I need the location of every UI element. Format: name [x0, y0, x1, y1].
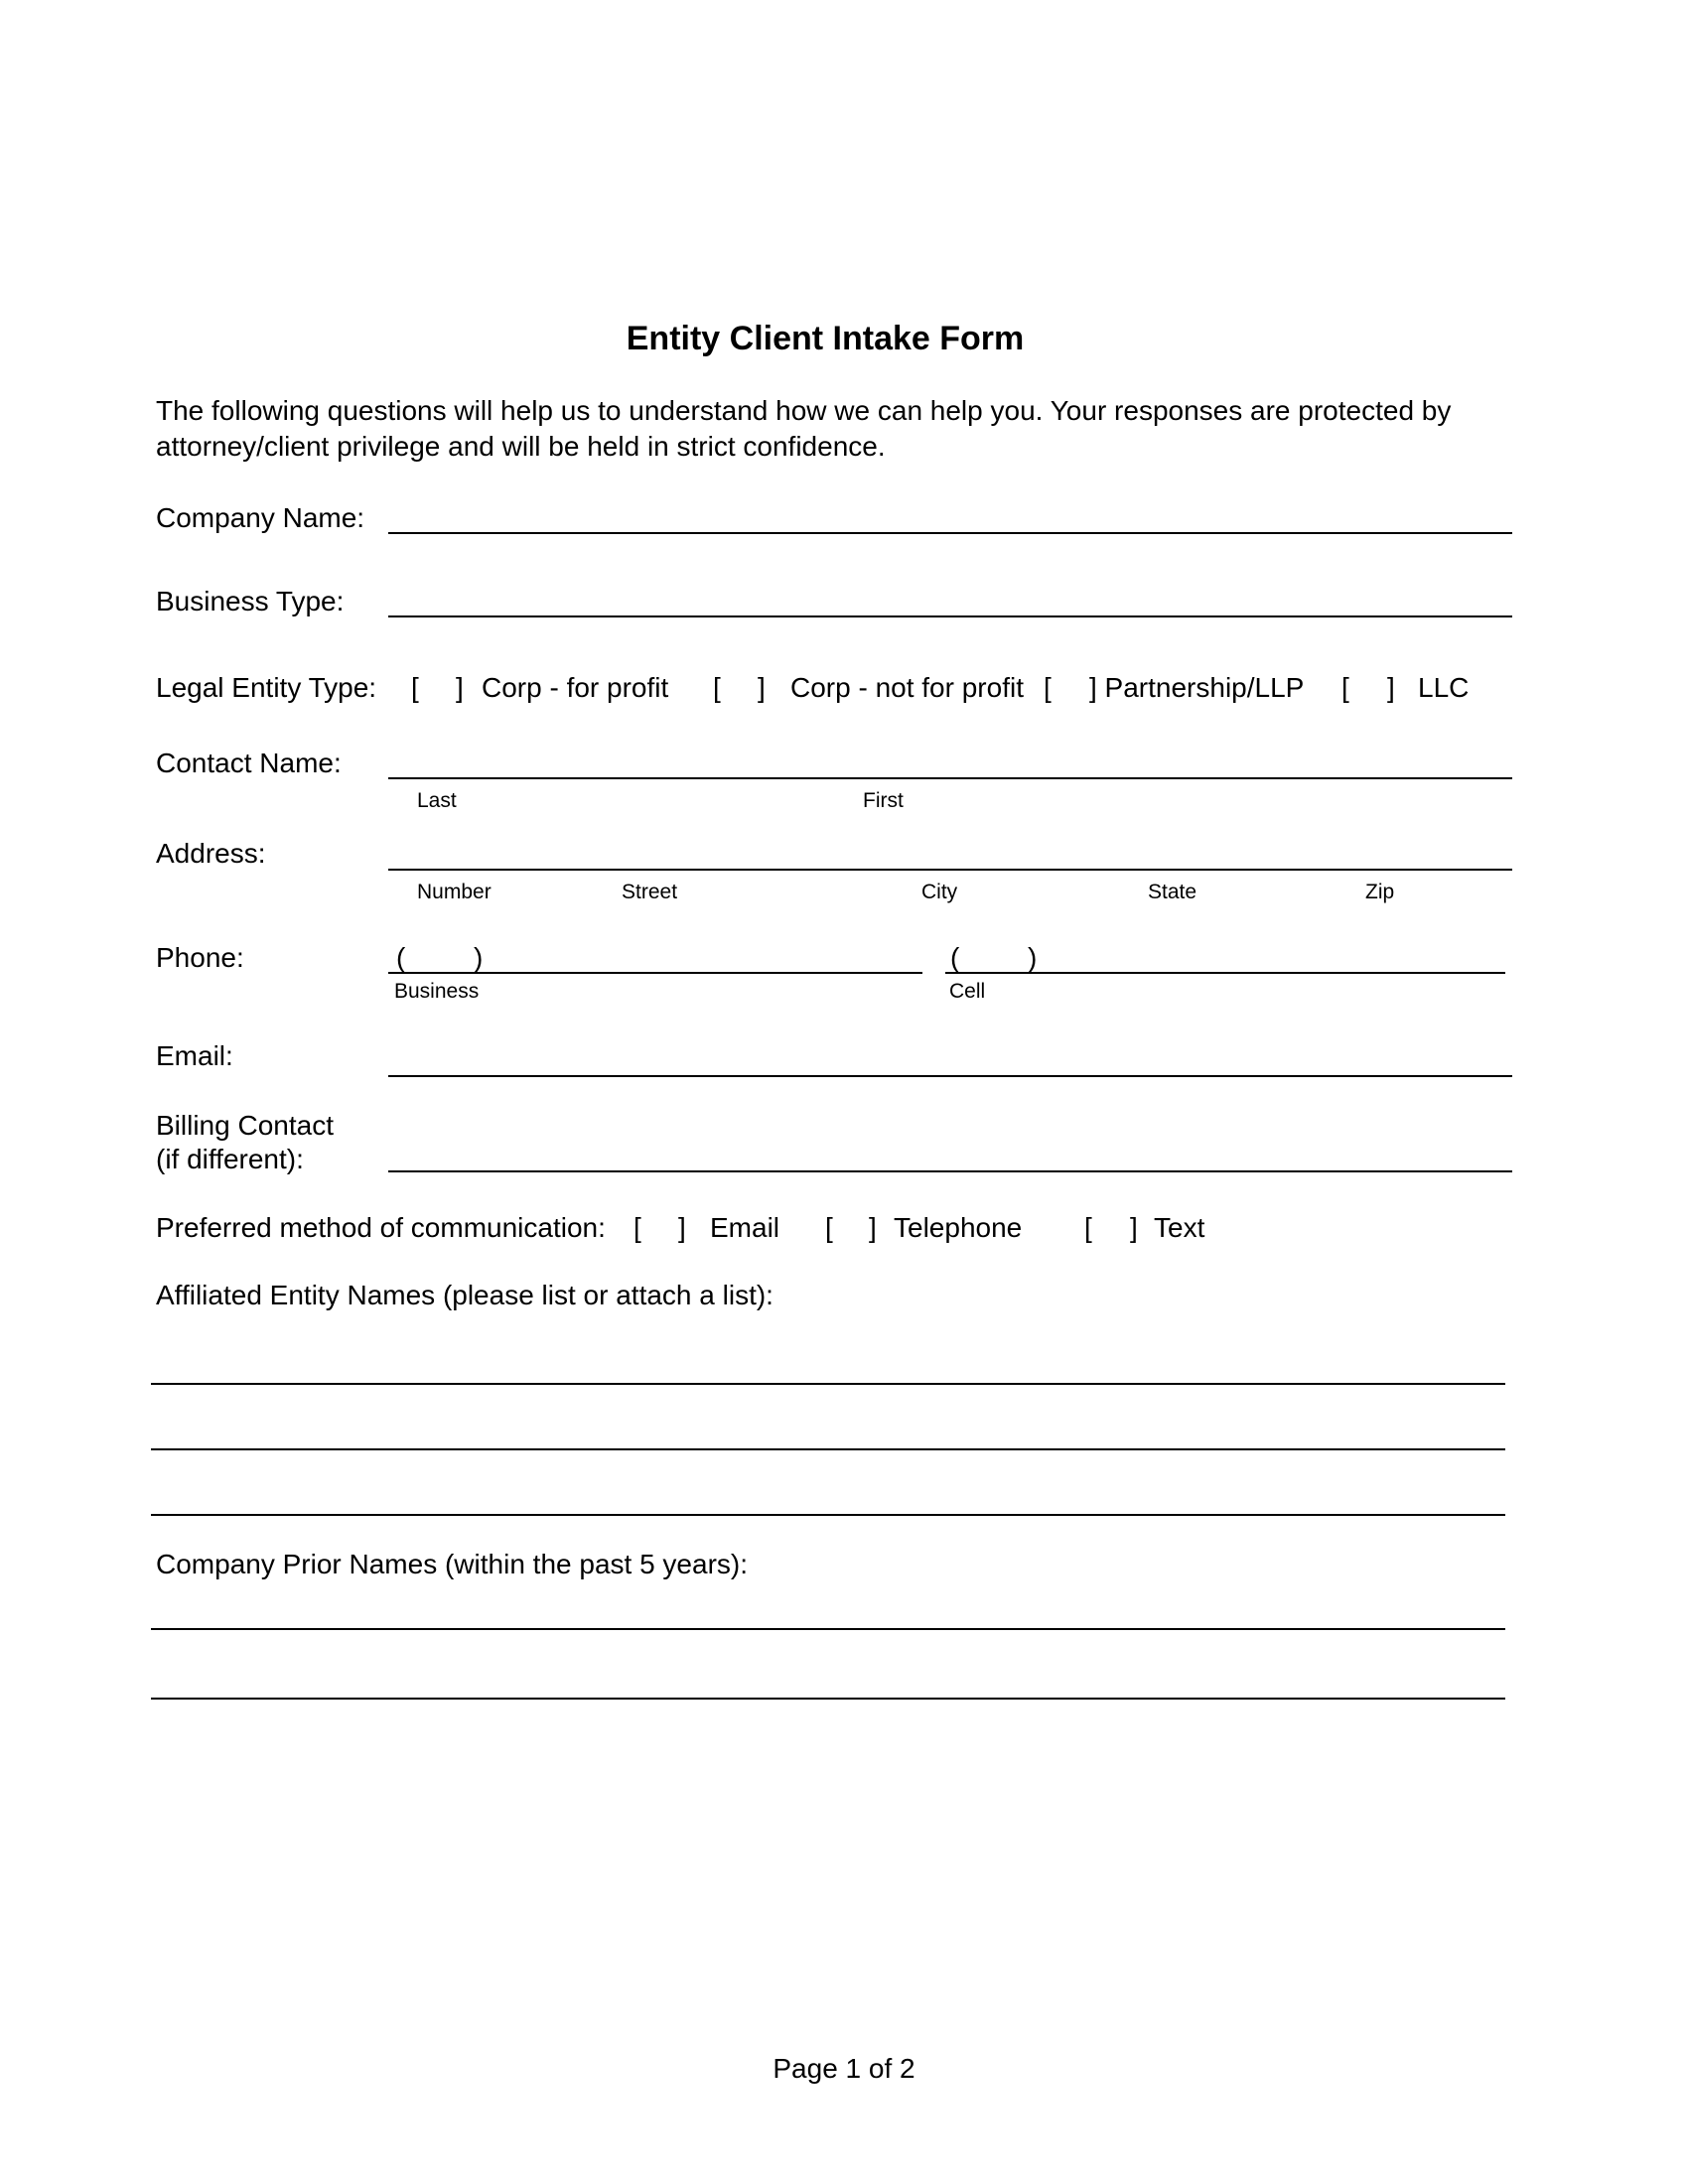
bracket-open: [: [713, 672, 721, 703]
option-text: Text: [1154, 1212, 1205, 1243]
billing-contact-label-line2: (if different):: [156, 1144, 304, 1174]
bracket-open: [: [1341, 672, 1349, 703]
option-email: Email: [710, 1212, 780, 1243]
cell-phone-sublabel: Cell: [949, 980, 986, 1003]
address-field[interactable]: [388, 869, 1512, 871]
preferred-method-label: Preferred method of communication:: [156, 1212, 606, 1243]
checkbox-corp-for-profit-close[interactable]: [456, 674, 464, 702]
bracket-open: [: [411, 672, 419, 703]
business-type-field[interactable]: [388, 615, 1512, 617]
bracket-open: [: [825, 1212, 833, 1243]
affiliated-entity-line-3[interactable]: [151, 1514, 1505, 1516]
option-corp-for-profit: Corp - for profit: [482, 672, 669, 703]
contact-sublabel-first: First: [863, 789, 904, 812]
company-name-label: Company Name:: [156, 502, 365, 533]
affiliated-entities-label: Affiliated Entity Names (please list or attach a list):: [156, 1280, 774, 1310]
intro-line-1: The following questions will help us to understand how we can help you. Your responses are protected by: [156, 395, 1452, 426]
option-partnership: ] Partnership/LLP: [1089, 672, 1305, 703]
cell-phone-area-open: (: [950, 942, 960, 973]
cell-phone-area-close: ): [1028, 942, 1038, 973]
address-sublabel-zip: Zip: [1365, 881, 1395, 903]
address-label: Address:: [156, 838, 266, 869]
prior-name-line-2[interactable]: [151, 1698, 1505, 1700]
intro-text: [156, 393, 1451, 465]
bracket-close: ]: [678, 1212, 686, 1243]
checkbox-partnership[interactable]: [1044, 674, 1052, 702]
address-sublabel-street: Street: [622, 881, 678, 903]
contact-sublabel-last: Last: [417, 789, 457, 812]
address-sublabel-city: City: [921, 881, 958, 903]
checkbox-telephone[interactable]: [825, 1214, 833, 1242]
checkbox-email-close[interactable]: [678, 1214, 686, 1242]
email-field[interactable]: [388, 1075, 1512, 1077]
checkbox-llc[interactable]: [1341, 674, 1349, 702]
option-corp-not-for-profit: Corp - not for profit: [790, 672, 1024, 703]
contact-name-label: Contact Name:: [156, 748, 342, 778]
affiliated-entity-line-1[interactable]: [151, 1383, 1505, 1385]
billing-contact-field[interactable]: [388, 1170, 1512, 1172]
business-phone-field[interactable]: [388, 972, 922, 974]
bracket-open: [: [1044, 672, 1052, 703]
bracket-close: ]: [1387, 672, 1395, 703]
option-telephone: Telephone: [894, 1212, 1023, 1243]
checkbox-llc-close[interactable]: [1387, 674, 1395, 702]
prior-name-line-1[interactable]: [151, 1628, 1505, 1630]
checkbox-corp-for-profit[interactable]: [411, 674, 419, 702]
address-sublabel-state: State: [1148, 881, 1197, 903]
phone-label: Phone:: [156, 942, 244, 973]
page-number: Page 1 of 2: [773, 2053, 915, 2084]
form-title: Entity Client Intake Form: [626, 320, 1025, 357]
prior-names-label: Company Prior Names (within the past 5 years):: [156, 1549, 748, 1579]
bracket-close: ]: [758, 672, 766, 703]
business-phone-area-open: (: [396, 942, 406, 973]
business-phone-sublabel: Business: [394, 980, 480, 1003]
email-label: Email:: [156, 1040, 233, 1071]
business-phone-area-close: ): [474, 942, 484, 973]
checkbox-corp-not-for-profit[interactable]: [713, 674, 721, 702]
cell-phone-field[interactable]: [945, 972, 1505, 974]
bracket-close: ]: [869, 1212, 877, 1243]
option-llc: LLC: [1418, 672, 1470, 703]
billing-contact-label-line1: Billing Contact: [156, 1110, 334, 1141]
checkbox-telephone-close[interactable]: [869, 1214, 877, 1242]
affiliated-entity-line-2[interactable]: [151, 1448, 1505, 1450]
bracket-open: [: [633, 1212, 641, 1243]
legal-entity-type-label: Legal Entity Type:: [156, 672, 377, 703]
checkbox-text[interactable]: [1084, 1214, 1092, 1242]
bracket-close: ]: [456, 672, 464, 703]
intro-line-2: attorney/client privilege and will be held in strict confidence.: [156, 431, 886, 462]
bracket-close: ]: [1130, 1212, 1138, 1243]
bracket-open: [: [1084, 1212, 1092, 1243]
company-name-field[interactable]: [388, 532, 1512, 534]
checkbox-text-close[interactable]: [1130, 1214, 1138, 1242]
contact-name-field[interactable]: [388, 777, 1512, 779]
business-type-label: Business Type:: [156, 586, 345, 616]
checkbox-corp-not-for-profit-close[interactable]: [758, 674, 766, 702]
address-sublabel-number: Number: [417, 881, 492, 903]
checkbox-email[interactable]: [633, 1214, 641, 1242]
